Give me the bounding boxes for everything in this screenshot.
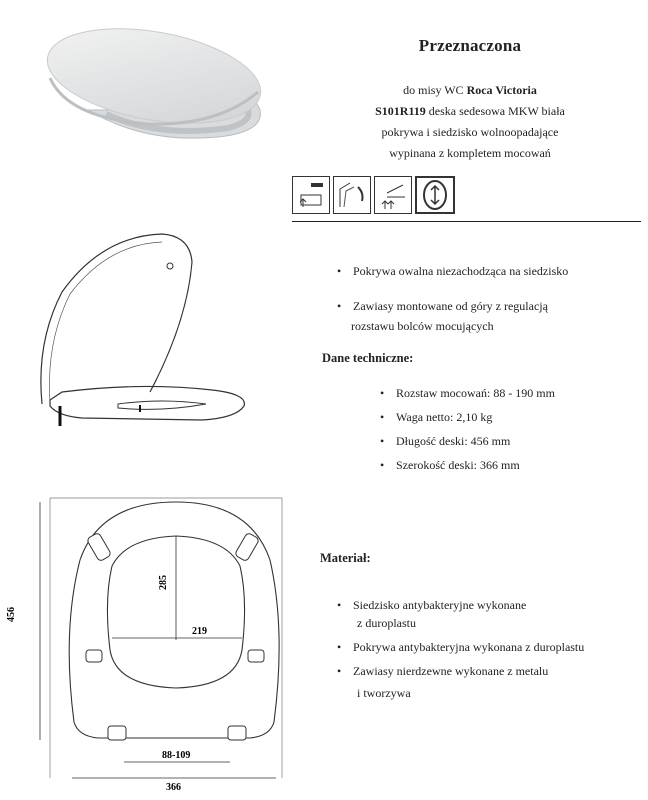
dim-inner-length: 285 <box>158 575 169 590</box>
list-item: • Rozstaw mocowań: 88 - 190 mm <box>376 384 626 402</box>
side-view-drawing <box>22 222 262 432</box>
list-item: • Szerokość deski: 366 mm <box>376 456 626 474</box>
divider <box>292 221 641 222</box>
lift-seat-icon <box>374 176 412 214</box>
tech-heading: Dane techniczne: <box>322 351 414 365</box>
dim-width: 366 <box>166 782 181 793</box>
list-item-continuation: i tworzywa <box>357 686 411 700</box>
list-item: • Waga netto: 2,10 kg <box>376 408 626 426</box>
material-list: • Siedzisko antybakteryjne wykonane z duroplastu • Pokrywa antybakteryjna wykonana z duroplastu • Zawiasy nierdzewne wykonane z metalu i tworzywa <box>333 596 633 702</box>
dim-length: 456 <box>6 607 17 622</box>
product-photo <box>28 14 278 154</box>
dim-inner-width: 219 <box>192 626 207 637</box>
page-title: Przeznaczona <box>418 36 522 55</box>
feature-icons <box>292 176 455 216</box>
list-item-continuation: z duroplastu <box>357 616 416 630</box>
dim-bolt-spacing: 88-109 <box>162 750 191 761</box>
list-item-continuation: rozstawu bolców mocujących <box>351 319 494 333</box>
technical-drawing <box>0 490 292 796</box>
soft-close-icon <box>333 176 371 214</box>
wall-mount-hinge-icon <box>292 176 330 214</box>
list-item: • Pokrywa owalna niezachodząca na siedzisko <box>333 262 633 280</box>
tech-list <box>376 384 626 480</box>
list-item: Siedzisko antybakteryjne wykonane <box>353 598 527 612</box>
list-item: • Zawiasy montowane od góry z regulacją <box>333 297 633 315</box>
quick-release-icon <box>415 176 455 214</box>
feature-list <box>333 262 633 315</box>
list-item: Zawiasy nierdzewne wykonane z metalu <box>353 664 549 678</box>
product-description: do misy WC Roca Victoria S101R119 deska sedesowa MKW biała pokrywa i siedzisko wolnoopadające wypinana z kompletem mocowań <box>375 83 565 160</box>
material-heading: Materiał: <box>320 551 371 565</box>
list-item: Pokrywa antybakteryjna wykonana z duroplastu <box>353 640 585 654</box>
list-item: • Długość deski: 456 mm <box>376 432 626 450</box>
